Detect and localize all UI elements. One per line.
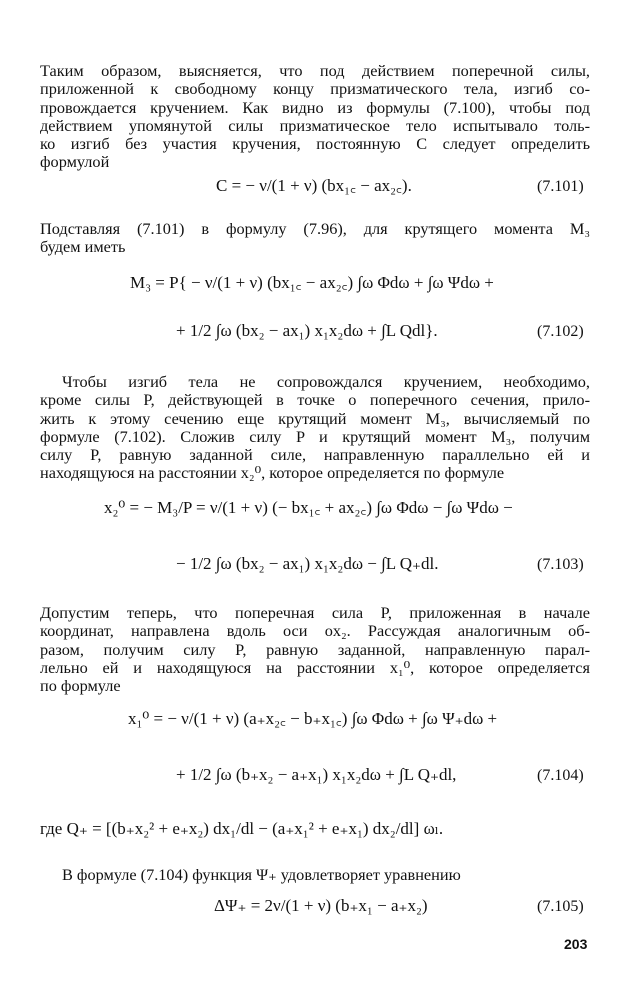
paragraph-3 (40, 373, 590, 483)
text-line: Чтобы изгиб тела не сопровождался кручением, необходимо, (62, 372, 590, 391)
equation-number-7-105: (7.105) (537, 898, 584, 915)
text-line: Подставляя (7.101) в формулу (7.96), для крутящего момента M₃ (40, 219, 590, 238)
text-line: ко изгиб без участия кручения, постоянную C следует определить (40, 134, 590, 154)
text-line: формулой (40, 152, 110, 172)
q-definition: где Q₊ = [(b₊x₂² + e₊x₂) dx₁/dl − (a₊x₁² + e₊x₁) dx₂/dl] ωₗ. (40, 819, 444, 838)
formula-7-104-line-2: + 1/2 ∫ω (b₊x₂ − a₊x₁) x₁x₂dω + ∫L Q₊dl, (176, 765, 457, 784)
formula-7-101: C = − ν/(1 + ν) (bx₁꜀ − ax₂꜀). (216, 176, 412, 195)
equation-number-7-104: (7.104) (537, 767, 584, 784)
paragraph-4 (40, 604, 590, 695)
formula-7-105: ΔΨ₊ = 2ν/(1 + ν) (b₊x₁ − a₊x₂) (214, 896, 428, 915)
equation-number-7-103: (7.103) (537, 556, 584, 573)
formula-7-103-line-2: − 1/2 ∫ω (bx₂ − ax₁) x₁x₂dω − ∫L Q₊dl. (176, 554, 439, 573)
text-line: жить к этому сечению еще крутящий момент M₃, вычисляемый по (40, 408, 590, 428)
text-line: Допустим теперь, что поперечная сила P, приложенная в начале (40, 603, 590, 622)
formula-7-102-line-2: + 1/2 ∫ω (bx₂ − ax₁) x₁x₂dω + ∫L Qdl}. (176, 321, 438, 340)
text-line: по формуле (40, 676, 121, 696)
formula-7-102-line-1: M₃ = P{ − ν/(1 + ν) (bx₁꜀ − ax₂꜀) ∫ω Φdω + ∫ω Ψdω + (130, 273, 494, 292)
formula-7-104-line-1: x₁⁰ = − ν/(1 + ν) (a₊x₂꜀ − b₊x₁꜀) ∫ω Φdω + ∫ω Ψ₊dω + (128, 709, 498, 728)
text-line: В формуле (7.104) функция Ψ₊ удовлетворяет уравнению (62, 865, 461, 884)
page-number: 203 (564, 936, 588, 952)
text-line: формуле (7.102). Сложив силу P и крутящий момент M₃, получим (40, 426, 590, 446)
text-line: кроме силы P, действующей в точке о поперечного сечения, прило- (40, 390, 590, 410)
equation-number-7-101: (7.101) (537, 178, 584, 195)
paragraph-1 (40, 62, 590, 172)
text-line: лельно ей и находящуюся на расстоянии x₁⁰, которое определяется (40, 657, 590, 677)
text-line: будем иметь (40, 237, 126, 257)
text-line: действием упомянутой силы призматическое тело испытывало толь- (40, 115, 590, 135)
text-line: разом, получим силу P, равную заданной, направленную парал- (40, 639, 590, 659)
text-line: координат, направлена вдоль оси ox₂. Рассуждая аналогичным об- (40, 621, 590, 641)
text-line: приложенной к свободному концу призматического тела, изгиб со- (40, 79, 590, 99)
paragraph-2 (40, 220, 590, 257)
text-line: силу P, равную заданной силе, направленную параллельно ей и (40, 445, 590, 465)
formula-7-103-line-1: x₂⁰ = − M₃/P = ν/(1 + ν) (− bx₁꜀ + ax₂꜀) ∫ω Φdω − ∫ω Ψdω − (104, 498, 513, 517)
text-line: находящуюся на расстоянии x₂⁰, которое определяется по формуле (40, 463, 505, 483)
equation-number-7-102: (7.102) (537, 323, 584, 340)
paragraph-5 (40, 866, 590, 884)
text-line: Таким образом, выясняется, что под действием поперечной силы, (40, 61, 590, 80)
text-line: провождается кручением. Как видно из формулы (7.100), чтобы под (40, 97, 590, 117)
